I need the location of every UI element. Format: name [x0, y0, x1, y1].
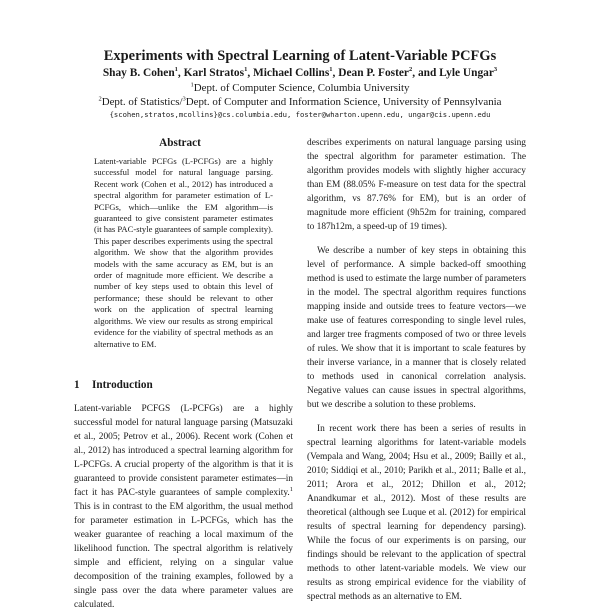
paragraph-continued: describes experiments on natural language parsing using the spectral algorithm for parameter estimation. The algorithm provides models with slightly higher accuracy than EM (88.05% F-measure on test data for the spectral algorithm, vs 87.76% for EM), but is an order of magnitude more efficient (9h52m for training, compared to 187h12m, a speed-up of 19 times). — [307, 138, 526, 232]
affiliation-columbia — [0, 82, 600, 94]
author-list — [0, 67, 600, 79]
affiliation-text: Dept. of Computer and Information Science, University of Pennsylvania — [185, 96, 502, 108]
right-column — [307, 136, 526, 614]
author-emails: {scohen,stratos,mcollins}@cs.columbia.edu, foster@wharton.upenn.edu, ungar@cis.upenn.edu — [109, 110, 491, 119]
footnote-mark: 1 — [289, 485, 293, 493]
affiliation-mark: 2 — [98, 95, 102, 103]
affiliation-mark: 3 — [182, 95, 186, 103]
introduction-body — [74, 402, 293, 612]
author-affiliation-mark: 1 — [174, 66, 178, 74]
abstract-body — [94, 156, 273, 350]
affiliation-text: Dept. of Computer Science, Columbia University — [193, 82, 410, 94]
section-heading-introduction — [74, 379, 153, 391]
author-name: Lyle Ungar — [439, 67, 494, 79]
section-number: 1 — [74, 379, 80, 391]
section-title: Introduction — [92, 379, 153, 391]
author-separator: , — [247, 67, 254, 79]
affiliation-mark: 1 — [190, 81, 194, 89]
affiliation-upenn — [0, 96, 600, 108]
introduction-text-continued: This is in contrast to the EM algorithm, the usual method for parameter estimation in L-PCFGs, which has the weaker guarantee of reaching a local maximum of the likelihood function. The spectral algorithm is relatively simple and efficient, relying on a singular value decomposition of the training examples, followed by a single pass over the data where parameter values are calculated. — [74, 502, 293, 610]
author-separator: , — [332, 67, 339, 79]
author-affiliation-mark: 1 — [329, 66, 333, 74]
introduction-text: Latent-variable PCFGS (L-PCFGs) are a highly successful model for natural language parsing (Matsuzaki et al., 2005; Petrov et al., 2006). Recent work (Cohen et al., 2012) has introduced a spectral learning algorithm for L-PCFGs. A crucial property of the algorithm is that it is guaranteed to provide consistent parameter estimates—in fact it has PAC-style guarantees of sample complexity. — [74, 404, 293, 498]
affiliation-text: Dept. of Statistics/ — [101, 96, 183, 108]
author-separator: , — [177, 67, 184, 79]
author-separator: , and — [412, 67, 440, 79]
author-affiliation-mark: 1 — [244, 66, 248, 74]
author-name: Michael Collins — [253, 67, 330, 79]
author-name: Karl Stratos — [183, 67, 245, 79]
paragraph-key-steps: We describe a number of key steps in obtaining this level of performance. A simple backed-off smoothing method is used to estimate the large number of parameters in the model. The spectral algorithm requires functions mapping inside and outside trees to feature vectors—we make use of features corresponding to single level rules, and larger tree fragments composed of two or three levels of rules. We show that it is important to scale features by their inverse variance, in a manner that is closely related to methods used in canonical correlation analysis. Negative values can cause issues in spectral algorithms, but we describe a solution to these problems. — [307, 246, 526, 410]
abstract-heading: Abstract — [159, 137, 201, 149]
author-name: Dean P. Foster — [338, 67, 409, 79]
author-affiliation-mark: 2 — [409, 66, 413, 74]
author-name: Shay B. Cohen — [102, 67, 175, 79]
introduction-paragraph — [74, 402, 293, 612]
author-affiliation-mark: 3 — [493, 66, 498, 74]
paragraph-related-work: In recent work there has been a series of results in spectral learning algorithms for latent-variable models (Vempala and Wang, 2004; Hsu et al., 2009; Bailly et al., 2010; Siddiqi et al., 2010; Parikh et al., 2011; Balle et al., 2011; Arora et al., 2012; Dhillon et al., 2012; Anandkumar et al., 2012). Most of these results are theoretical (although see Luque et al. (2012) for empirical results of spectral learning for dependency parsing). While the focus of our experiments is on parsing, our findings should be relevant to the application of spectral methods to other latent-variable models. We view our results as strong empirical evidence for the viability of spectral methods as an alternative to EM. — [307, 424, 526, 602]
paper-title: Experiments with Spectral Learning of Latent-Variable PCFGs — [103, 48, 497, 64]
abstract-text: Latent-variable PCFGs (L-PCFGs) are a highly successful model for natural language parsing. Recent work (Cohen et al., 2012) has introduced a spectral algorithm for parameter estimation of L-PCFGs, which—unlike the EM algorithm—is guaranteed to give consistent parameter estimates (it has PAC-style guarantees of sample complexity). This paper describes experiments using the spectral algorithm. We show that the algorithm provides models with the same accuracy as EM, but is an order of magnitude more efficient. We describe a number of key steps used to obtain this level of performance; these should be relevant to other work on the application of spectral learning algorithms. We view our results as strong empirical evidence for the viability of spectral methods as an alternative to EM. — [94, 156, 273, 349]
